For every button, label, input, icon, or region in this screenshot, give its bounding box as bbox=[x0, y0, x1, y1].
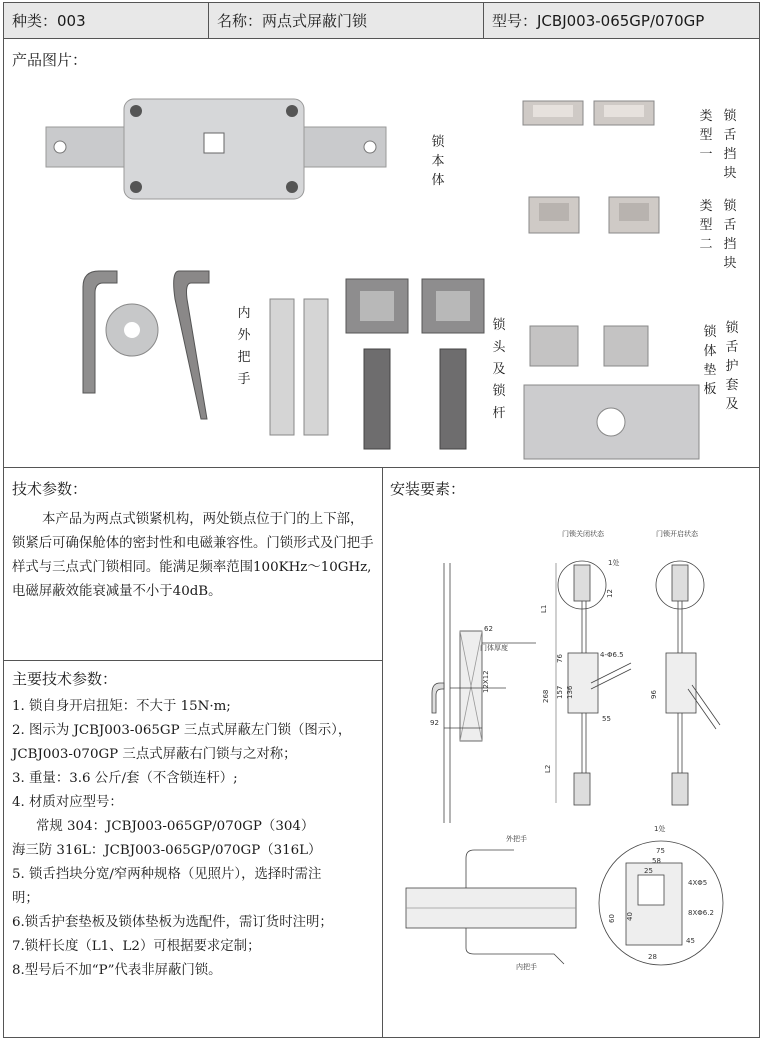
list-item: 5. 锁舌挡块分宽/窄两种规格（见照片），选择时需注 bbox=[12, 867, 322, 882]
type2-type-label: 类型二 bbox=[699, 199, 713, 252]
pads-label-b: 锁体垫板 bbox=[703, 325, 717, 397]
dim-l1: L1 bbox=[540, 604, 548, 613]
dim-slot: 12X12 bbox=[482, 670, 490, 693]
dim-62: 62 bbox=[484, 625, 493, 633]
divider-tech bbox=[4, 660, 382, 661]
list-item: 常规 304：JCBJ003-065GP/070GP（304） bbox=[36, 819, 315, 834]
main-list bbox=[12, 695, 378, 983]
list-item: JCBJ003-070GP 三点式屏蔽右门锁与之对称； bbox=[12, 747, 297, 762]
list-item: 7.锁杆长度（L1、L2）可根据要求定制； bbox=[12, 939, 261, 954]
handles-label: 内外把手 bbox=[237, 306, 251, 387]
handles-photo bbox=[44, 265, 234, 435]
door-thickness-label: 门体厚度 bbox=[480, 644, 508, 652]
name-cell: 名称：两点式屏蔽门锁 bbox=[209, 3, 484, 39]
dim-60: 60 bbox=[608, 914, 616, 923]
outer-handle-label: 外把手 bbox=[506, 835, 527, 843]
lock-body-photo bbox=[24, 83, 404, 223]
dim-96: 96 bbox=[650, 690, 658, 699]
rods-photo bbox=[266, 295, 336, 440]
list-item: 4. 材质对应型号： bbox=[12, 795, 123, 810]
dim-40: 40 bbox=[626, 912, 634, 921]
lock-head-label: 锁头及锁杆 bbox=[492, 318, 506, 421]
dim-55: 55 bbox=[602, 715, 611, 723]
lock-head-photo bbox=[344, 275, 494, 455]
dim-157: 157 bbox=[556, 685, 564, 699]
list-item: 2. 图示为 JCBJ003-065GP 三点式屏蔽左门锁（图示）， bbox=[12, 723, 352, 738]
holes8-label: 8XΦ6.2 bbox=[688, 909, 714, 917]
tech-title: 技术参数： bbox=[12, 480, 88, 498]
dim-136: 136 bbox=[566, 685, 574, 699]
list-item: 8.型号后不加“P”代表非屏蔽门锁。 bbox=[12, 963, 222, 978]
main-title: 主要技术参数： bbox=[12, 670, 118, 688]
holes4-label: 4XΦ5 bbox=[688, 879, 708, 887]
dim-75: 75 bbox=[656, 847, 665, 855]
dim-12: 12 bbox=[606, 589, 614, 598]
dim-58: 58 bbox=[652, 857, 661, 865]
dim-l2: L2 bbox=[544, 764, 552, 773]
tongue-block-type1-photo bbox=[518, 95, 668, 135]
type2-name-label: 锁舌挡块 bbox=[723, 199, 737, 271]
dim-28: 28 bbox=[648, 953, 657, 961]
lock-body-label: 锁本体 bbox=[431, 135, 445, 188]
detail-title: 1处 bbox=[654, 825, 666, 833]
hole-label: 4-Φ6.5 bbox=[600, 651, 624, 659]
divider-columns bbox=[382, 467, 383, 1038]
pads-photo bbox=[522, 323, 702, 463]
type1-name-label: 锁舌挡块 bbox=[723, 109, 737, 181]
inner-handle-label: 内把手 bbox=[516, 963, 537, 971]
list-item: 1. 锁自身开启扭矩：不大于 15N·m; bbox=[12, 699, 231, 714]
closed-state-label: 门锁关闭状态 bbox=[562, 530, 604, 538]
list-item: 明； bbox=[12, 891, 39, 906]
model-cell: 型号：JCBJ003-065GP/070GP bbox=[492, 12, 705, 30]
dim-45: 45 bbox=[686, 937, 695, 945]
category-cell: 种类：003 bbox=[4, 3, 209, 39]
header-row bbox=[4, 3, 759, 39]
dim-92: 92 bbox=[430, 719, 439, 727]
detail-one-label: 1处 bbox=[608, 559, 620, 567]
open-state-label: 门锁开启状态 bbox=[656, 530, 698, 538]
photos-title: 产品图片： bbox=[12, 51, 88, 69]
list-item: 6.锁舌护套垫板及锁体垫板为选配件，需订货时注明； bbox=[12, 915, 333, 930]
list-item: 3. 重量：3.6 公斤/套（不含锁连杆）; bbox=[12, 771, 238, 786]
pads-label-a: 锁舌护套及 bbox=[725, 321, 739, 412]
list-item: 海三防 316L：JCBJ003-065GP/070GP（316L） bbox=[12, 843, 322, 858]
dim-76: 76 bbox=[556, 654, 564, 663]
tongue-block-type2-photo bbox=[524, 193, 674, 238]
type1-type-label: 类型一 bbox=[699, 109, 713, 162]
dim-25: 25 bbox=[644, 867, 653, 875]
spec-sheet bbox=[3, 2, 760, 1038]
tech-body: 本产品为两点式锁紧机构，两处锁点位于门的上下部，锁紧后可确保舱体的密封性和电磁兼容性。门锁形式及门把手样式与三点式门锁相同。能满足频率范围100KHz～10GHz,电磁屏蔽效能衰减量不小于40dB。 bbox=[12, 512, 374, 599]
dim-268: 268 bbox=[542, 689, 550, 703]
install-drawing bbox=[386, 503, 758, 1033]
install-title: 安装要素： bbox=[390, 480, 466, 498]
